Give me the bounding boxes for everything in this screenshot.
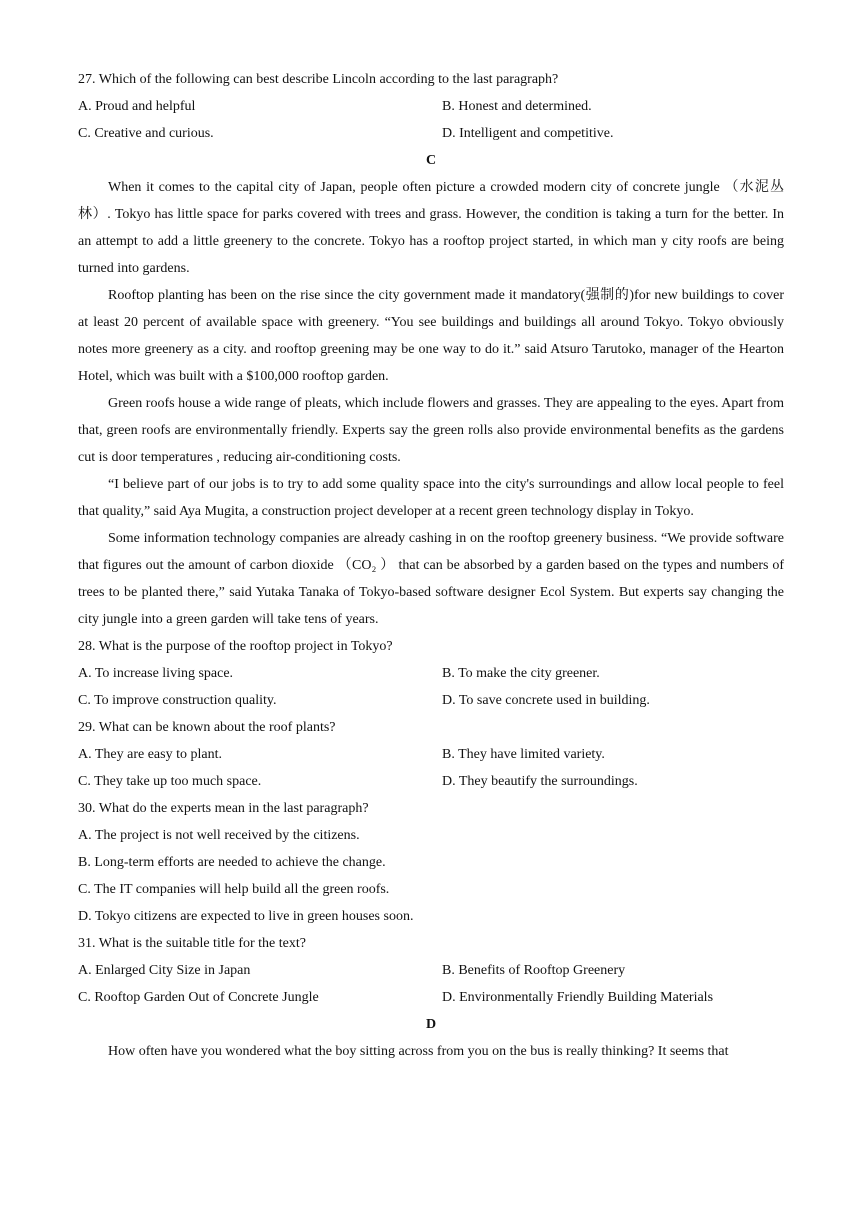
q27-stem: 27. Which of the following can best describe Lincoln according to the last paragraph? [78,72,559,87]
q30-option-c: C. The IT companies will help build all the green roofs. [78,882,390,897]
q29-stem: 29. What can be known about the roof plants? [78,720,336,735]
passage-d-heading: D [425,1017,437,1032]
q29-option-a: A. They are easy to plant. [78,747,222,762]
passage-c-paragraph-1: When it comes to the capital city of Japan, people often picture a crowded modern city of concrete jungle （水泥丛林）. Tokyo has little space for parks covered with trees and grass. However, the condition is taking a turn for the better. In an attempt to add a little greenery to the concrete. Tokyo has a rooftop project started, in which man y city roofs are being turned into gardens. [78,180,784,276]
passage-c-paragraph-5: Some information technology companies are already cashing in on the rooftop greenery business. “We provide software that figures out the amount of carbon dioxide （CO₂ ） that can be absorbed by a garden based on the types and numbers of trees to be planted there,” said Yutaka Tanaka of Tokyo-based software designer Ecol System. But experts say changing the city jungle into a green garden will take tens of years. [78,531,784,627]
passage-c-paragraph-2: Rooftop planting has been on the rise since the city government made it mandatory(强制的)for new buildings to cover at least 20 percent of available space with greenery. “You see buildings and buildings all around Tokyo. Tokyo obviously notes more greenery as a city. and rooftop greening may be one way to do it.” said Atsuro Tarutoko, manager of the Hearton Hotel, which was built with a $100,000 rooftop garden. [78,288,784,384]
q31-option-c: C. Rooftop Garden Out of Concrete Jungle [78,990,319,1005]
q27-option-d: D. Intelligent and competitive. [442,126,614,141]
q28-option-d: D. To save concrete used in building. [442,693,650,708]
q30-stem: 30. What do the experts mean in the last paragraph? [78,801,369,816]
q28-option-a: A. To increase living space. [78,666,234,681]
q31-options-row-2 [78,984,784,1011]
q29-options-row-1 [78,741,784,768]
q29-option-c: C. They take up too much space. [78,774,262,789]
passage-c-paragraph-4: “I believe part of our jobs is to try to add some quality space into the city's surroundings and allow local people to feel that quality,” said Aya Mugita, a construction project developer at a recent green technology display in Tokyo. [78,477,784,519]
q31-options-row-1 [78,957,784,984]
q31-option-b: B. Benefits of Rooftop Greenery [442,963,626,978]
page-content [78,66,784,1065]
q30-option-d: D. Tokyo citizens are expected to live in green houses soon. [78,909,414,924]
q29-option-b: B. They have limited variety. [442,747,605,762]
q29-options-row-2 [78,768,784,795]
q30-option-a: A. The project is not well received by the citizens. [78,828,360,843]
q29-option-d: D. They beautify the surroundings. [442,774,638,789]
q28-option-b: B. To make the city greener. [442,666,600,681]
q27-option-b: B. Honest and determined. [442,99,592,114]
passage-c-heading: C [425,153,437,168]
q28-options-row-2 [78,687,784,714]
q28-options-row-1 [78,660,784,687]
q31-stem: 31. What is the suitable title for the text? [78,936,306,951]
q27-options-row-2 [78,120,784,147]
q30-option-b: B. Long-term efforts are needed to achieve the change. [78,855,386,870]
passage-d-first-line: How often have you wondered what the boy sitting across from you on the bus is really thinking? It seems that [108,1044,729,1059]
q31-option-a: A. Enlarged City Size in Japan [78,963,251,978]
q31-option-d: D. Environmentally Friendly Building Materials [442,990,714,1005]
q27-options-row-1 [78,93,784,120]
q27-option-c: C. Creative and curious. [78,126,214,141]
q28-stem: 28. What is the purpose of the rooftop project in Tokyo? [78,639,393,654]
passage-c-paragraph-3: Green roofs house a wide range of pleats, which include flowers and grasses. They are appealing to the eyes. Apart from that, green roofs are environmentally friendly. Experts say the green rolls also provide environmental benefits as the gardens cut is door temperatures , reducing air-conditioning costs. [78,396,784,465]
q27-option-a: A. Proud and helpful [78,99,196,114]
q28-option-c: C. To improve construction quality. [78,693,277,708]
